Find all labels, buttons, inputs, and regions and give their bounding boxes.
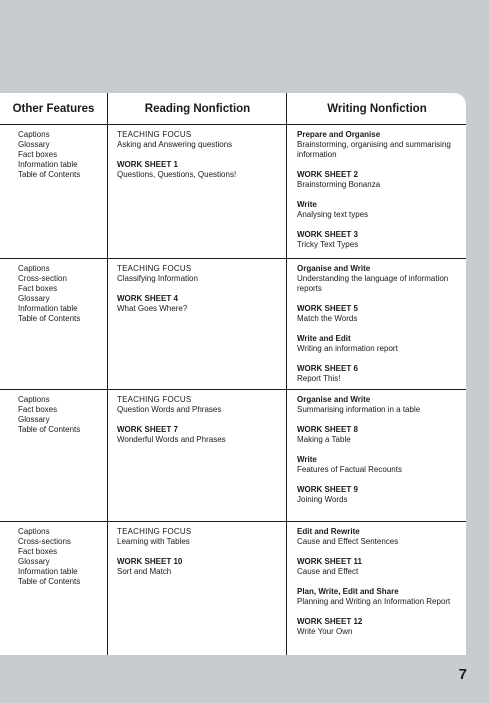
features-cell xyxy=(18,395,106,435)
block-text: Joining Words xyxy=(297,495,348,504)
block-text: Cause and Effect Sentences xyxy=(297,537,399,546)
reading-block xyxy=(117,294,282,314)
feature-item: Table of Contents xyxy=(18,577,81,586)
writing-block xyxy=(297,557,459,577)
reading-cell xyxy=(117,395,282,455)
feature-item: Captions xyxy=(18,264,50,273)
block-title: Organise and Write xyxy=(297,395,371,404)
reading-block xyxy=(117,160,282,180)
block-text: Cause and Effect xyxy=(297,567,359,576)
reading-block xyxy=(117,527,282,547)
feature-item: Cross-section xyxy=(18,274,67,283)
feature-item: Captions xyxy=(18,527,50,536)
block-title: Write xyxy=(297,200,317,209)
writing-block xyxy=(297,130,459,160)
feature-item: Fact boxes xyxy=(18,150,58,159)
block-text: Asking and Answering questions xyxy=(117,140,233,149)
writing-block xyxy=(297,425,459,445)
feature-item: Table of Contents xyxy=(18,170,81,179)
header-writing-nonfiction: Writing Nonfiction xyxy=(327,102,427,115)
writing-cell xyxy=(297,527,459,647)
block-text: Summarising information in a table xyxy=(297,405,421,414)
block-text: Making a Table xyxy=(297,435,351,444)
block-text: Sort and Match xyxy=(117,567,172,576)
feature-item: Table of Contents xyxy=(18,425,81,434)
worksheet-title: WORK SHEET 4 xyxy=(117,294,178,303)
block-title: Prepare and Organise xyxy=(297,130,381,139)
block-title: Plan, Write, Edit and Share xyxy=(297,587,399,596)
feature-item: Fact boxes xyxy=(18,284,58,293)
reading-block xyxy=(117,395,282,415)
row-divider xyxy=(0,521,466,522)
block-title: WORK SHEET 8 xyxy=(297,425,358,434)
teaching-focus-label: TEACHING FOCUS xyxy=(117,264,192,273)
block-title: WORK SHEET 3 xyxy=(297,230,358,239)
features-cell xyxy=(18,264,106,324)
block-title: Organise and Write xyxy=(297,264,371,273)
reading-block xyxy=(117,264,282,284)
block-text: What Goes Where? xyxy=(117,304,188,313)
reading-cell xyxy=(117,264,282,324)
writing-block xyxy=(297,264,459,294)
feature-item: Table of Contents xyxy=(18,314,81,323)
row-divider xyxy=(0,124,466,125)
writing-block xyxy=(297,364,459,384)
block-title: WORK SHEET 2 xyxy=(297,170,358,179)
feature-item: Information table xyxy=(18,304,78,313)
feature-item: Glossary xyxy=(18,415,50,424)
worksheet-title: WORK SHEET 1 xyxy=(117,160,178,169)
block-text: Features of Factual Recounts xyxy=(297,465,402,474)
feature-item: Information table xyxy=(18,160,78,169)
teaching-focus-label: TEACHING FOCUS xyxy=(117,130,192,139)
block-title: Edit and Rewrite xyxy=(297,527,360,536)
block-title: WORK SHEET 9 xyxy=(297,485,358,494)
worksheet-title: WORK SHEET 10 xyxy=(117,557,183,566)
block-text: Planning and Writing an Information Report xyxy=(297,597,451,606)
teaching-focus-label: TEACHING FOCUS xyxy=(117,527,192,536)
feature-item: Captions xyxy=(18,395,50,404)
writing-block xyxy=(297,455,459,475)
reading-block xyxy=(117,130,282,150)
block-text: Tricky Text Types xyxy=(297,240,359,249)
writing-cell xyxy=(297,395,459,515)
block-text: Question Words and Phrases xyxy=(117,405,222,414)
block-text: Report This! xyxy=(297,374,341,383)
feature-item: Fact boxes xyxy=(18,547,58,556)
writing-block xyxy=(297,527,459,547)
block-text: Brainstorming, organising and summarising information xyxy=(297,140,451,159)
writing-block xyxy=(297,334,459,354)
page-number: 7 xyxy=(458,666,467,683)
block-text: Write Your Own xyxy=(297,627,353,636)
block-text: Learning with Tables xyxy=(117,537,190,546)
block-title: WORK SHEET 6 xyxy=(297,364,358,373)
block-title: WORK SHEET 11 xyxy=(297,557,362,566)
header-reading-nonfiction: Reading Nonfiction xyxy=(144,102,251,115)
column-divider xyxy=(107,93,108,655)
block-text: Wonderful Words and Phrases xyxy=(117,435,226,444)
writing-block xyxy=(297,200,459,220)
feature-item: Glossary xyxy=(18,557,50,566)
block-title: Write xyxy=(297,455,317,464)
writing-block xyxy=(297,170,459,190)
writing-block xyxy=(297,304,459,324)
block-text: Writing an information report xyxy=(297,344,398,353)
reading-cell xyxy=(117,130,282,190)
block-text: Analysing text types xyxy=(297,210,369,219)
feature-item: Captions xyxy=(18,130,50,139)
reading-block xyxy=(117,425,282,445)
feature-item: Glossary xyxy=(18,140,50,149)
writing-cell xyxy=(297,130,459,260)
feature-item: Information table xyxy=(18,567,78,576)
reading-block xyxy=(117,557,282,577)
features-cell xyxy=(18,527,106,587)
teaching-focus-label: TEACHING FOCUS xyxy=(117,395,192,404)
contents-table xyxy=(0,93,466,655)
block-title: WORK SHEET 5 xyxy=(297,304,358,313)
block-text: Classifying Information xyxy=(117,274,198,283)
block-title: Write and Edit xyxy=(297,334,351,343)
worksheet-title: WORK SHEET 7 xyxy=(117,425,178,434)
feature-item: Cross-sections xyxy=(18,537,71,546)
block-text: Match the Words xyxy=(297,314,358,323)
writing-cell xyxy=(297,264,459,394)
feature-item: Fact boxes xyxy=(18,405,58,414)
column-divider xyxy=(286,93,287,655)
reading-cell xyxy=(117,527,282,587)
writing-block xyxy=(297,587,459,607)
block-title: WORK SHEET 12 xyxy=(297,617,363,626)
block-text: Questions, Questions, Questions! xyxy=(117,170,237,179)
writing-block xyxy=(297,485,459,505)
features-cell xyxy=(18,130,106,180)
writing-block xyxy=(297,617,459,637)
header-other-features: Other Features xyxy=(12,102,95,115)
block-text: Brainstorming Bonanza xyxy=(297,180,381,189)
block-text: Understanding the language of information reports xyxy=(297,274,449,293)
writing-block xyxy=(297,230,459,250)
feature-item: Glossary xyxy=(18,294,50,303)
writing-block xyxy=(297,395,459,415)
